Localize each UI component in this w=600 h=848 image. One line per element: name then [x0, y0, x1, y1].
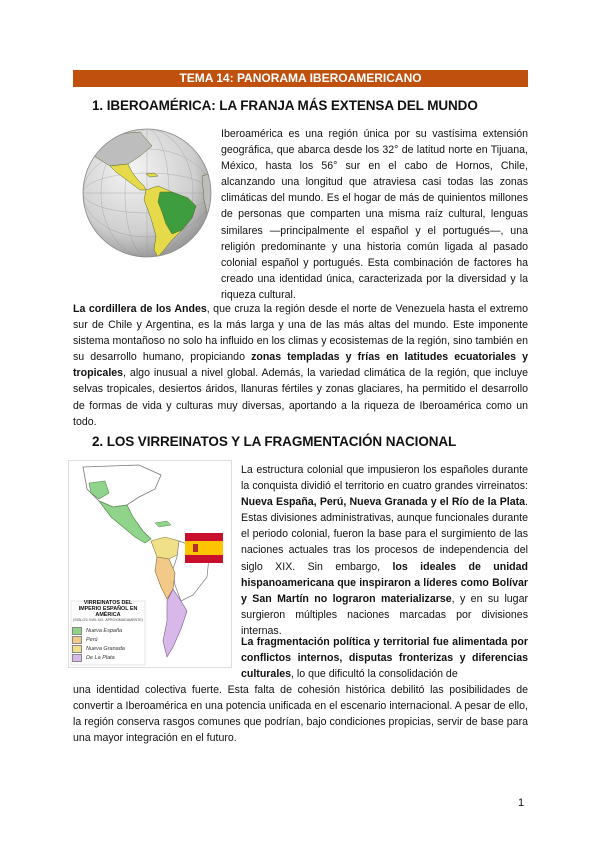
legend-swatch: [72, 636, 82, 644]
p1-bold-2: los ideales de unidad hispanoamericana que inspiraron a líderes como Bolívar y San Martín no lograron materializarse: [241, 560, 528, 605]
legend-item: [72, 635, 144, 644]
p2-text-a: , lo que dificultó la consolidación de: [291, 668, 458, 681]
globe-image: [80, 126, 215, 261]
section-2-paragraph-3: una identidad colectiva fuerte. Esta falta de cohesión histórica debilitó las posibilidades de convertir a Iberoamérica en una potencia unificada en el escenario internacional. A pesar de ello, la región conserva rasgos comunes que podrían, bajo condiciones propicias, servir de base para una mayor integración en el futuro.: [73, 684, 528, 745]
legend-label: Perú: [86, 636, 98, 643]
legend-items: [72, 626, 144, 662]
legend-label: Nueva España: [86, 627, 123, 634]
page-number: 1: [518, 797, 525, 809]
legend-title: VIRREINATOS DEL IMPERIO ESPAÑOL EN AMÉRICA: [78, 600, 138, 618]
legend-item: [72, 626, 144, 635]
legend-item: [72, 653, 144, 662]
legend-label: Nueva Granada: [86, 645, 125, 652]
andes-text-a: , que cruza la región desde el norte de Venezuela hasta el extremo sur de Chile y Argentina, es la más larga y una de las más altas del mundo. Este imponente sistema montañoso no solo ha influido en los climas y ecosistemas de la región, sino también en su desarrollo humano, propiciando: [73, 303, 528, 364]
legend-label: De La Plata: [86, 654, 115, 661]
map-legend: [72, 600, 144, 662]
andes-bold-2: zonas templadas y frías en latitudes ecuatoriales y tropicales: [73, 351, 528, 380]
legend-swatch: [72, 645, 82, 653]
andes-text-b: , algo inusual a nivel global. Además, la variedad climática de la región, que incluye selvas tropicales, desiertos áridos, llanuras fértiles y zonas glaciares, ha permitido el desarrollo de formas de vida y culturas muy diversas, aportando a la riqueza de Iberoamérica como un todo.: [73, 367, 528, 428]
legend-item: [72, 644, 144, 653]
section-2-paragraph-2: [241, 634, 528, 682]
section-1-andes-paragraph: [73, 301, 528, 430]
section-1-intro: Iberoamérica es una región única por su vastísima extensión geográfica, que abarca desde los 32° de latitud norte en Tijuana, México, hasta los 56° sur en el cabo de Hornos, Chile, alcanzando una longitud que atraviesa casi todas las zonas climáticas del mundo. Es el hogar de más de quinientos millones de personas que comparten una misma raíz cultural, lenguas similares —principalmente el español y el portugués—, una religión predominante y una historia común ligada al pasado colonial español y portugués. Esta combinación de factores ha creado una identidad única, caracterizada por la diversidad y la riqueza cultural.: [221, 128, 528, 301]
legend-swatch: [72, 654, 82, 662]
section-2-heading: 2. LOS VIRREINATOS Y LA FRAGMENTACIÓN NACIONAL: [92, 434, 457, 449]
p1-bold-1: Nueva España, Perú, Nueva Granada y el Río de la Plata: [241, 496, 526, 509]
legend-subtitle: (SIGLOS XVIII-XIX, APROXIMADAMENTE): [73, 618, 143, 622]
p1-text-a: La estructura colonial que impusieron los españoles durante la conquista dividió el territorio en cuatro grandes virreinatos:: [241, 464, 528, 493]
p1-text-b: . Estas divisiones administrativas, aunque funcionales durante el periodo colonial, fueron la base para el surgimiento de las naciones actuales tras los procesos de independencia del siglo XIX. Sin embargo,: [241, 496, 528, 573]
spain-flag: [185, 533, 223, 563]
section-1-heading: 1. IBEROAMÉRICA: LA FRANJA MÁS EXTENSA DEL MUNDO: [92, 98, 478, 113]
andes-bold: La cordillera de los Andes: [73, 303, 207, 315]
section-2-paragraph-1: [241, 462, 528, 639]
p2-bold: La fragmentación política y territorial fue alimentada por conflictos internos, disputas fronterizas y diferencias culturales: [241, 636, 528, 681]
p1-text-c: , y en su lugar surgieron múltiples naciones marcadas por divisiones internas.: [241, 592, 528, 637]
title-banner: TEMA 14: PANORAMA IBEROAMERICANO: [73, 70, 528, 87]
legend-swatch: [72, 627, 82, 635]
